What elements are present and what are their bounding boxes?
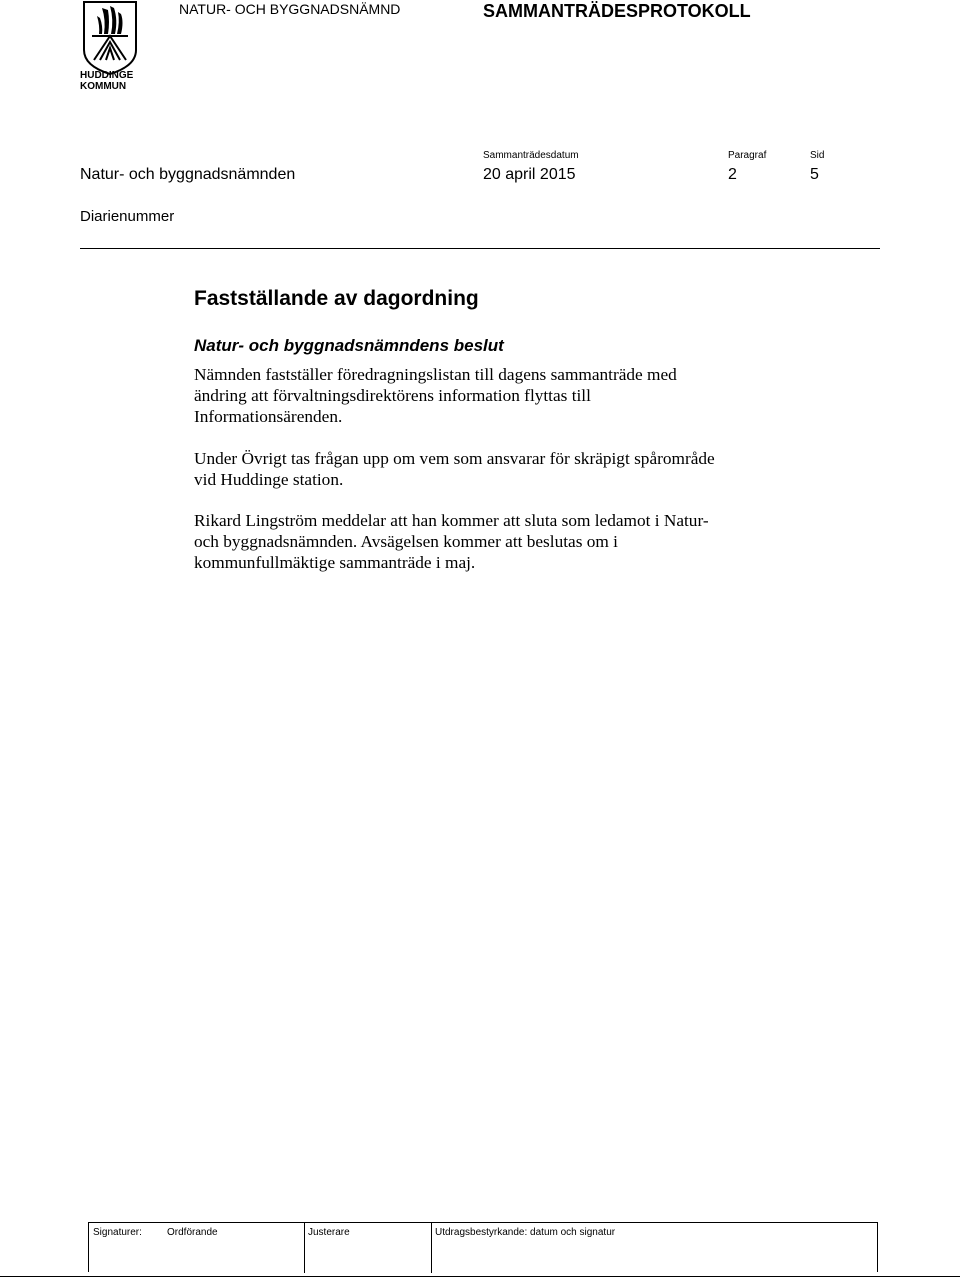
paragraph-line: ändring att förvaltningsdirektörens information flyttas till bbox=[194, 386, 591, 405]
signatures-label: Signaturer: bbox=[93, 1227, 142, 1238]
municipality-logo bbox=[80, 0, 140, 92]
header-divider bbox=[80, 248, 880, 249]
paragraph-line: Under Övrigt tas frågan upp om vem som ansvarar för skräpigt spårområde bbox=[194, 449, 715, 468]
paragraph-line: vid Huddinge station. bbox=[194, 470, 344, 489]
diary-number-label: Diarienummer bbox=[80, 208, 175, 225]
paragraph-1 bbox=[194, 364, 794, 427]
committee-name: Natur- och byggnadsnämnden bbox=[80, 166, 296, 183]
adjuster-label: Justerare bbox=[308, 1227, 350, 1238]
certified-signature-cell bbox=[431, 1223, 877, 1273]
logo-line-2: KOMMUN bbox=[80, 81, 127, 92]
decision-subheading: Natur- och byggnadsnämndens beslut bbox=[194, 336, 504, 355]
page-number: 5 bbox=[810, 166, 819, 183]
logo-line-1: HUDDINGE bbox=[80, 70, 134, 81]
signatures-cell bbox=[89, 1223, 163, 1273]
date-label: Sammanträdesdatum bbox=[483, 150, 579, 161]
certified-label: Utdragsbestyrkande: datum och signatur bbox=[435, 1227, 616, 1238]
department-name: NATUR- OCH BYGGNADSNÄMND bbox=[179, 1, 401, 17]
paragraph-line: Rikard Lingström meddelar att han kommer att sluta som ledamot i Natur- bbox=[194, 511, 709, 530]
paragraph-number: 2 bbox=[728, 166, 737, 183]
chair-signature-cell bbox=[163, 1223, 304, 1273]
footer-divider bbox=[0, 1276, 960, 1277]
paragraph-line: Nämnden fastställer föredragningslistan till dagens sammanträde med bbox=[194, 365, 677, 384]
document-type: SAMMANTRÄDESPROTOKOLL bbox=[483, 1, 751, 21]
page-label: Sid bbox=[810, 150, 825, 161]
adjuster-signature-cell bbox=[304, 1223, 431, 1273]
paragraph-line: och byggnadsnämnden. Avsägelsen kommer att beslutas om i bbox=[194, 532, 618, 551]
paragraph-2 bbox=[194, 448, 794, 490]
paragraph-line: Informationsärenden. bbox=[194, 407, 343, 426]
section-title: Fastställande av dagordning bbox=[194, 287, 479, 310]
meeting-date: 20 april 2015 bbox=[483, 166, 576, 183]
paragraph-label: Paragraf bbox=[728, 150, 767, 161]
chair-label: Ordförande bbox=[167, 1227, 218, 1238]
paragraph-line: kommunfullmäktige sammanträde i maj. bbox=[194, 553, 476, 572]
paragraph-3 bbox=[194, 510, 794, 573]
signature-table bbox=[88, 1222, 878, 1272]
